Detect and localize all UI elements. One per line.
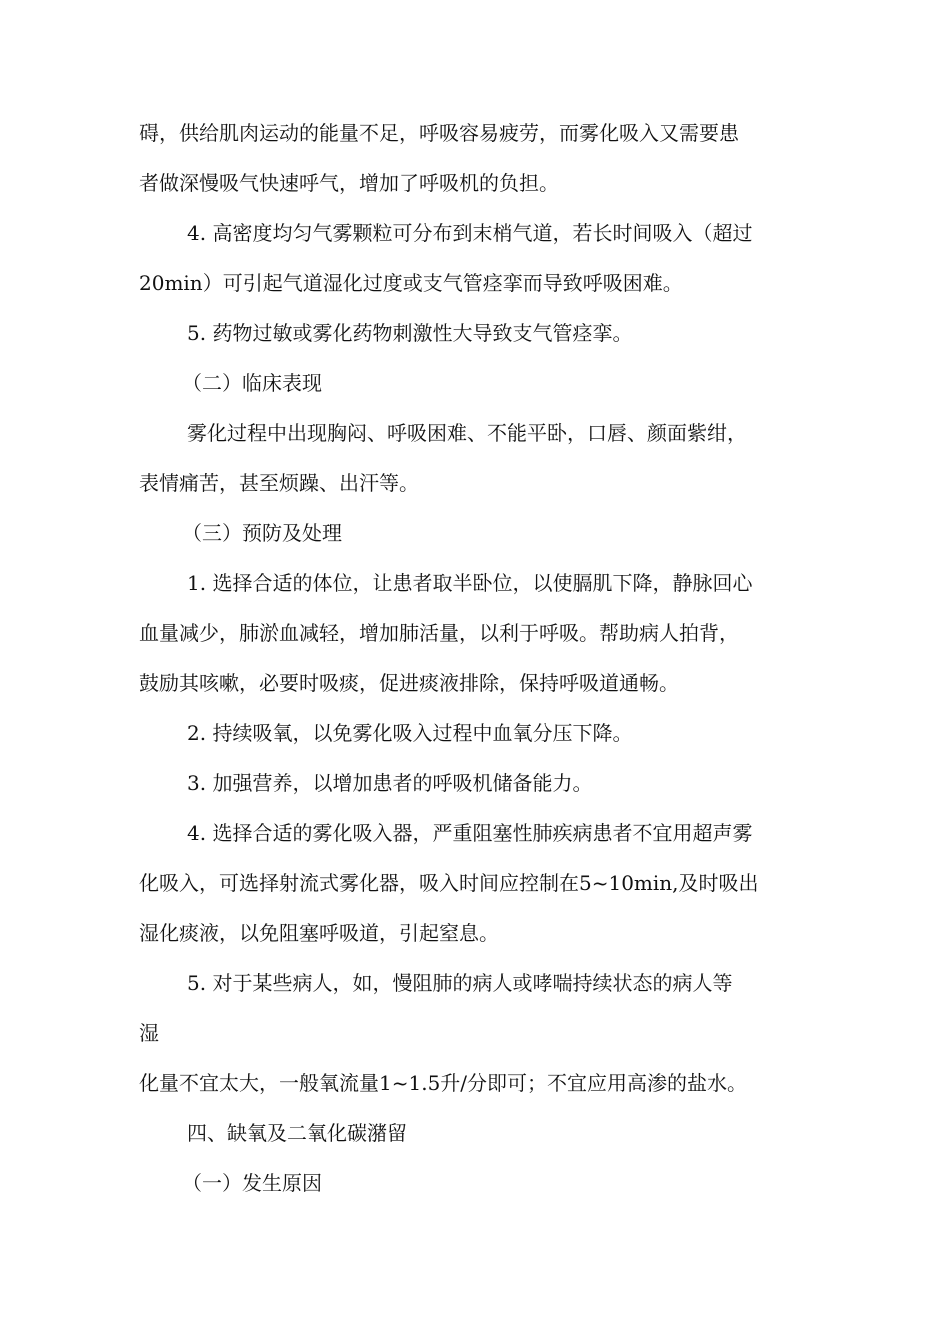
list-item-1-line: 鼓励其咳嗽，必要时吸痰，促进痰液排除，保持呼吸道通畅。 bbox=[139, 671, 679, 695]
list-item-1-line: 1. 选择合适的体位，让患者取半卧位，以使膈肌下降，静脉回心 bbox=[187, 571, 753, 595]
paragraph-line: 碍，供给肌肉运动的能量不足，呼吸容易疲劳，而雾化吸入又需要患 bbox=[139, 121, 739, 145]
list-item-5-line: 化量不宜太大，一般氧流量1~1.5升/分即可；不宜应用高渗的盐水。 bbox=[139, 1071, 748, 1095]
list-item-4-line: 湿化痰液，以免阻塞呼吸道，引起窒息。 bbox=[139, 921, 499, 945]
list-item-5-line: 5. 对于某些病人，如，慢阻肺的病人或哮喘持续状态的病人等 bbox=[187, 971, 733, 995]
list-item-4-line: 4. 选择合适的雾化吸入器，严重阻塞性肺疾病患者不宜用超声雾 bbox=[187, 821, 753, 845]
list-item-3: 3. 加强营养，以增加患者的呼吸机储备能力。 bbox=[187, 771, 593, 795]
list-item-2: 2. 持续吸氧，以免雾化吸入过程中血氧分压下降。 bbox=[187, 721, 633, 745]
section-heading-hypoxia: 四、缺氧及二氧化碳潴留 bbox=[187, 1121, 407, 1145]
list-item-4-line: 化吸入，可选择射流式雾化器，吸入时间应控制在5~10min,及时吸出 bbox=[139, 871, 759, 895]
list-item-4-line: 4. 高密度均匀气雾颗粒可分布到末梢气道，若长时间吸入（超过 bbox=[187, 221, 753, 245]
list-item-5-line: 湿 bbox=[139, 1021, 159, 1045]
paragraph-line: 雾化过程中出现胸闷、呼吸困难、不能平卧，口唇、颜面紫绀， bbox=[187, 421, 747, 445]
list-item-1-line: 血量减少，肺淤血减轻，增加肺活量，以利于呼吸。帮助病人拍背， bbox=[139, 621, 739, 645]
section-heading-clinical-manifestation: （二）临床表现 bbox=[182, 371, 322, 395]
list-item-5: 5. 药物过敏或雾化药物刺激性大导致支气管痉挛。 bbox=[187, 321, 633, 345]
section-heading-causes: （一）发生原因 bbox=[182, 1171, 322, 1195]
paragraph-line: 表情痛苦，甚至烦躁、出汗等。 bbox=[139, 471, 419, 495]
list-item-4-line: 20min）可引起气道湿化过度或支气管痉挛而导致呼吸困难。 bbox=[139, 271, 683, 295]
section-heading-prevention: （三）预防及处理 bbox=[182, 521, 342, 545]
paragraph-line: 者做深慢吸气快速呼气，增加了呼吸机的负担。 bbox=[139, 171, 559, 195]
